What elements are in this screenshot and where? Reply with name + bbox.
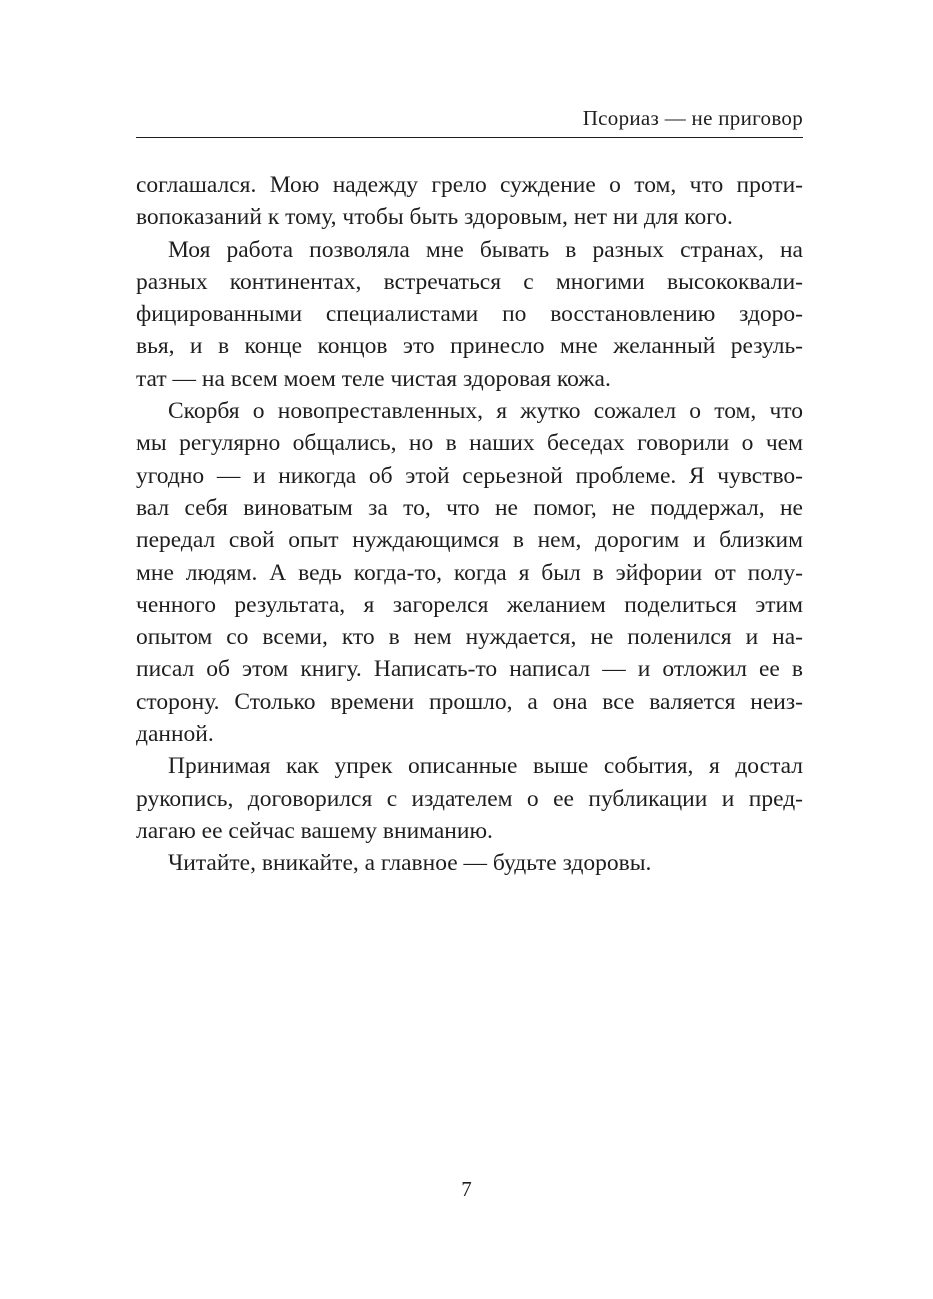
text-line: мне людям. А ведь когда-то, когда я был в эйфории от полу- [136, 559, 803, 586]
header-rule [136, 137, 803, 138]
text-line: рукопись, договорился с издателем о ее публикации и пред- [136, 785, 803, 812]
text-line: Принимая как упрек описанные выше события, я достал [168, 753, 803, 780]
text-line: лагаю ее сейчас вашему вниманию. [136, 817, 493, 844]
text-line: фицированными специалистами по восстановлению здоро- [136, 301, 803, 328]
body-text [136, 169, 803, 880]
text-line: вал себя виноватым за то, что не помог, не поддержал, не [136, 494, 803, 521]
text-line: передал свой опыт нуждающимся в нем, дорогим и близким [136, 527, 803, 554]
running-head: Псориаз — не приговор [582, 106, 803, 130]
text-line: Моя работа позволяла мне бывать в разных странах, на [168, 236, 803, 263]
text-line: сторону. Столько времени прошло, а она все валяется неиз- [136, 688, 803, 715]
text-line: вья, и в конце концов это принесло мне желанный резуль- [136, 333, 803, 360]
text-line: ченного результата, я загорелся желанием поделиться этим [136, 591, 803, 618]
text-line: мы регулярно общались, но в наших беседах говорили о чем [136, 430, 803, 457]
page-number: 7 [461, 1177, 472, 1201]
text-line: угодно — и никогда об этой серьезной проблеме. Я чувство- [136, 462, 803, 489]
text-line: тат — на всем моем теле чистая здоровая кожа. [136, 365, 611, 392]
text-line: писал об этом книгу. Написать-то написал — и отложил ее в [136, 656, 803, 683]
text-line: Читайте, вникайте, а главное — будьте здоровы. [168, 850, 652, 877]
text-line: опытом со всеми, кто в нем нуждается, не поленился и на- [136, 624, 803, 651]
text-line: разных континентах, встречаться с многими высококвали- [136, 268, 803, 295]
text-line: Скорбя о новопреставленных, я жутко сожалел о том, что [168, 398, 803, 425]
text-line: данной. [136, 721, 214, 748]
text-line: вопоказаний к тому, чтобы быть здоровым, нет ни для кого. [136, 204, 733, 231]
text-line: соглашался. Мою надежду грело суждение о том, что проти- [136, 172, 803, 198]
